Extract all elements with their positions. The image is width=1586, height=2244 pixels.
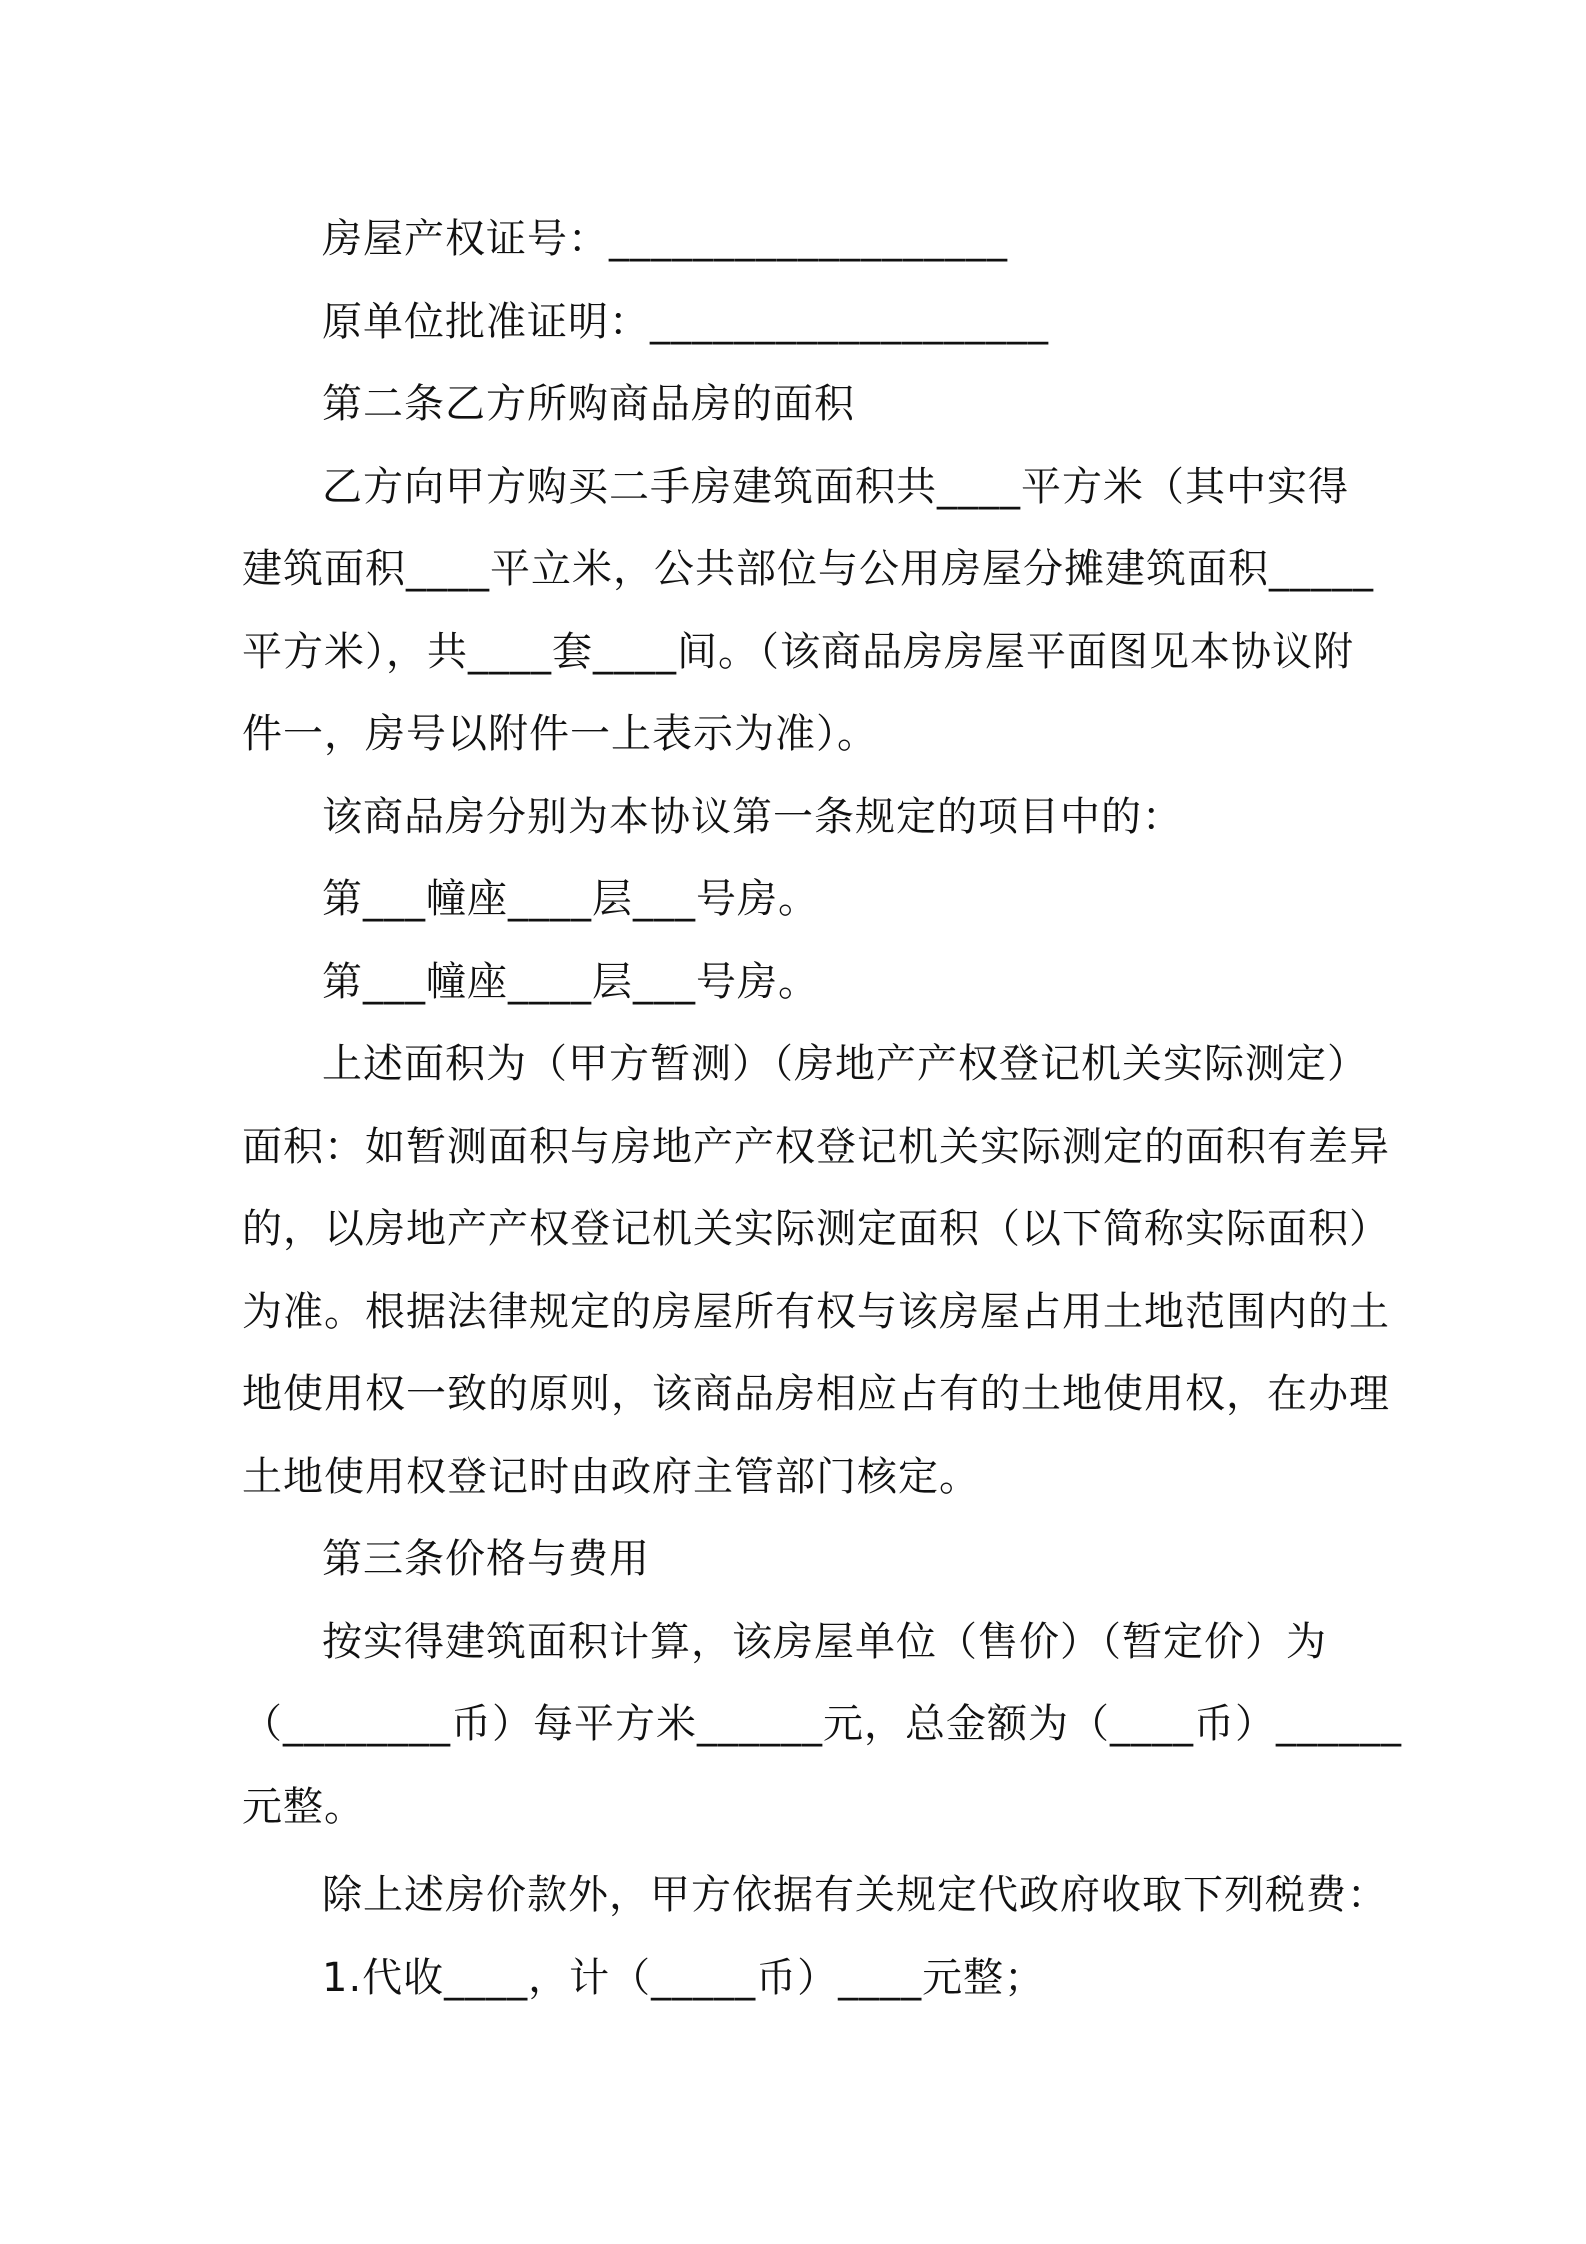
text-line: 元整。 xyxy=(242,1783,365,1830)
text-line: 除上述房价款外，甲方依据有关规定代政府收取下列税费： xyxy=(322,1872,1388,1918)
section-heading-price: 第三条价格与费用 xyxy=(322,1536,650,1582)
text-line-unit-2: 第___幢座____层___号房。 xyxy=(322,958,819,1005)
text-line: 地使用权一致的原则，该商品房相应占有的土地使用权，在办理 xyxy=(242,1371,1390,1417)
text-line: 按实得建筑面积计算，该房屋单位（售价）（暂定价）为 xyxy=(322,1618,1327,1665)
text-line: 上述面积为（甲方暂测）（房地产产权登记机关实际测定） xyxy=(322,1041,1368,1087)
document-body xyxy=(242,198,1402,2019)
text-line-property-cert: 房屋产权证号：___________________ xyxy=(322,216,1008,262)
text-line: 平方米），共____套____间。（该商品房房屋平面图见本协议附 xyxy=(242,628,1354,675)
section-heading-area: 第二条乙方所购商品房的面积 xyxy=(322,381,855,427)
text-line: 的，以房地产产权登记机关实际测定面积（以下简称实际面积） xyxy=(242,1206,1390,1252)
text-line: 建筑面积____平立米，公共部位与公用房屋分摊建筑面积_____ xyxy=(242,546,1374,592)
text-line: 为准。根据法律规定的房屋所有权与该房屋占用土地范围内的土 xyxy=(242,1288,1390,1335)
text-line: 该商品房分别为本协议第一条规定的项目中的： xyxy=(322,793,1183,840)
text-line: （________币）每平方米______元，总金额为（____币）______ xyxy=(242,1701,1402,1747)
text-line: 土地使用权登记时由政府主管部门核定。 xyxy=(242,1453,980,1500)
text-line-approval-proof: 原单位批准证明：___________________ xyxy=(322,298,1049,345)
text-line: 面积：如暂测面积与房地产产权登记机关实际测定的面积有差异 xyxy=(242,1123,1390,1170)
text-line: 件一，房号以附件一上表示为准）。 xyxy=(242,711,878,757)
text-line-unit-1: 第___幢座____层___号房。 xyxy=(322,876,819,922)
text-line: 乙方向甲方购买二手房建筑面积共____平方米（其中实得 xyxy=(322,463,1349,510)
text-line-fee-1: 1.代收____，计（_____币）____元整； xyxy=(322,1954,1046,2001)
